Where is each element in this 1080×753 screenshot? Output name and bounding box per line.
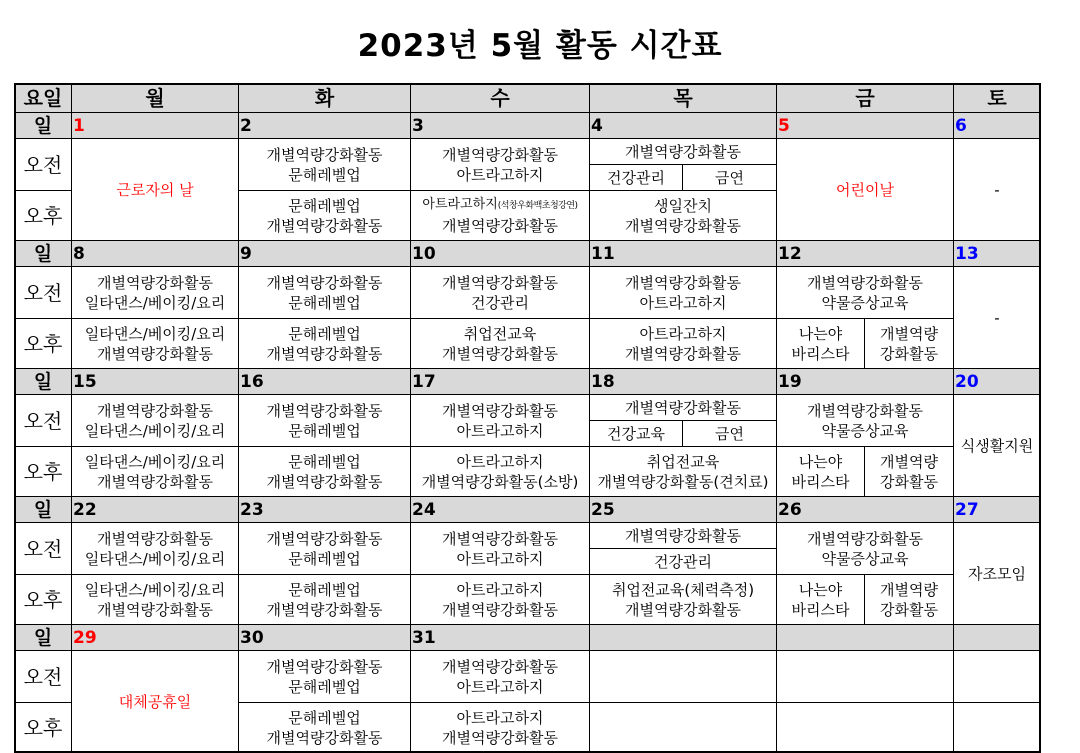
fri-pm-right-line: 강화활동 [880,344,938,363]
thu-am-line: 개별역량강화활동 [625,273,741,292]
fri-am-line: 개별역량강화활동 [807,529,923,548]
fri-am [776,522,954,575]
am-label: 오전 [14,266,72,319]
wed-pm [410,702,590,753]
mon-pm [71,446,239,497]
wed-am [410,522,590,575]
tue-pm-line: 문해레벨업 [288,324,361,343]
wed-am-line: 개별역량강화활동 [442,529,558,548]
wed-am-line: 아트라고하지 [456,549,544,568]
fri-pm-left [776,318,865,369]
wed-pm-line: 개별역량강화활동 [442,600,558,619]
date-cell: 16 [238,368,411,395]
sat-full-day-line: - [994,308,1000,327]
thu-pm-line: 취업전교육 [646,452,720,471]
fri-am-line: 약물증상교육 [821,293,909,312]
tue-pm [238,190,411,241]
mon-pm-line: 일타댄스/베이킹/요리 [84,580,226,599]
day-label: 일 [14,368,72,395]
wed-pm-line: 아트라고하지 [456,452,544,471]
date-cell: 19 [776,368,954,395]
fri-am [776,394,954,447]
mon-am-line: 개별역량강화활동 [97,529,213,548]
mon-pm [71,318,239,369]
sat-full-day [953,394,1041,497]
date-cell: 1 [71,112,239,139]
fri-am-line: 약물증상교육 [821,549,909,568]
fri-pm-left [776,574,865,625]
mon-full-day [71,650,239,753]
schedule-table [14,83,1040,747]
wed-pm-line: (석창우화백초청강연) [497,201,578,211]
am-label: 오전 [14,394,72,447]
wed-pm [410,318,590,369]
date-cell: 2 [238,112,411,139]
day-label: 일 [14,112,72,139]
header-day: 수 [410,83,590,113]
wed-pm-line: 아트라고하지 [456,580,544,599]
thu-am-top: 개별역량강화활동 [589,394,777,421]
date-cell [776,624,954,651]
tue-pm [238,318,411,369]
thu-pm-line: 아트라고하지 [639,324,727,343]
thu-pm-line: 개별역량강화활동 [625,600,741,619]
wed-pm [410,446,590,497]
tue-pm [238,702,411,753]
wed-pm-line: 개별역량강화활동 [442,344,558,363]
thu-pm-line: 개별역량강화활동(견치료) [597,472,769,491]
tue-pm-line: 문해레벨업 [288,452,361,471]
wed-pm-line: 개별역량강화활동 [442,728,558,747]
tue-am [238,266,411,319]
date-cell: 5 [776,112,954,139]
date-cell: 13 [953,240,1041,267]
thu-am-bottom: 건강관리 [589,548,777,575]
fri-pm-left-line: 바리스타 [791,472,850,491]
mon-pm [71,574,239,625]
fri-full-day [776,138,954,241]
tue-pm-line: 개별역량강화활동 [266,216,383,235]
tue-am-line: 개별역량강화활동 [266,273,383,292]
fri-pm-left-line: 바리스타 [791,344,850,363]
thu-am-right: 금연 [682,420,777,447]
thu-pm [589,318,777,369]
date-cell: 29 [71,624,239,651]
date-cell: 30 [238,624,411,651]
fri-am [776,650,954,703]
date-cell: 11 [589,240,777,267]
wed-am [410,266,590,319]
fri-pm [776,702,954,753]
tue-am [238,650,411,703]
wed-pm-line: 개별역량강화활동 [442,217,558,235]
mon-am-line: 개별역량강화활동 [97,273,213,292]
tue-am [238,522,411,575]
fri-am-line: 개별역량강화활동 [807,273,923,292]
pm-label: 오후 [14,702,72,753]
wed-am [410,650,590,703]
tue-pm-line: 문해레벨업 [288,196,361,215]
fri-full-day-line: 어린이날 [836,180,894,199]
date-cell: 31 [410,624,590,651]
header-day: 금 [776,83,954,113]
thu-am-left: 건강관리 [589,164,683,191]
mon-am-line: 개별역량강화활동 [97,401,213,420]
header-day: 월 [71,83,239,113]
date-cell [589,624,777,651]
fri-pm-left-line: 나는야 [798,580,843,599]
date-cell: 18 [589,368,777,395]
thu-pm-line: 개별역량강화활동 [625,344,741,363]
mon-am-line: 일타댄스/베이킹/요리 [84,549,226,568]
thu-am-right: 금연 [682,164,777,191]
wed-pm [410,190,590,241]
mon-pm-line: 개별역량강화활동 [97,600,213,619]
tue-am-line: 문해레벨업 [288,421,361,440]
thu-am [589,266,777,319]
tue-pm-line: 개별역량강화활동 [266,600,383,619]
date-cell: 25 [589,496,777,523]
thu-am [589,650,777,703]
page-title: 2023년 5월 활동 시간표 [357,28,723,64]
tue-am-line: 개별역량강화활동 [266,529,383,548]
fri-am [776,266,954,319]
date-cell: 23 [238,496,411,523]
sat-full-day-line: 식생활지원 [960,436,1034,455]
wed-am-line: 아트라고하지 [456,421,544,440]
header-day: 화 [238,83,411,113]
wed-am-line: 아트라고하지 [456,677,544,696]
wed-am-line: 아트라고하지 [456,165,544,184]
wed-am [410,394,590,447]
date-cell: 20 [953,368,1041,395]
wed-am-line: 개별역량강화활동 [442,145,558,164]
am-label: 오전 [14,522,72,575]
tue-am-line: 문해레벨업 [288,165,361,184]
tue-pm [238,574,411,625]
thu-am-top: 개별역량강화활동 [589,522,777,549]
fri-pm-right-line: 개별역량 [880,324,938,343]
date-cell [953,624,1041,651]
tue-am [238,394,411,447]
mon-am [71,522,239,575]
sat-full-day-line: 자조모임 [968,564,1026,583]
date-cell: 12 [776,240,954,267]
fri-pm-right [864,318,954,369]
tue-pm-line: 문해레벨업 [288,580,361,599]
pm-label: 오후 [14,190,72,241]
tue-pm [238,446,411,497]
thu-pm-line: 취업전교육(체력측정) [611,580,755,599]
tue-am-line: 문해레벨업 [288,677,361,696]
mon-pm-line: 일타댄스/베이킹/요리 [84,324,226,343]
date-cell: 3 [410,112,590,139]
fri-pm-left-line: 나는야 [798,324,843,343]
date-cell: 9 [238,240,411,267]
mon-am [71,266,239,319]
date-cell: 26 [776,496,954,523]
wed-am-line: 개별역량강화활동 [442,401,558,420]
wed-pm-line: 아트라고하지 [422,197,498,212]
mon-full-day-line: 대체공휴일 [118,692,192,711]
mon-am [71,394,239,447]
fri-pm-right [864,446,954,497]
tue-am-line: 문해레벨업 [288,293,361,312]
tue-am-line: 문해레벨업 [288,549,361,568]
header-day: 토 [953,83,1041,113]
tue-pm-line: 개별역량강화활동 [266,728,383,747]
thu-am-top: 개별역량강화활동 [589,138,777,165]
wed-am-line: 개별역량강화활동 [442,657,558,676]
am-label: 오전 [14,650,72,703]
fri-pm-right-line: 개별역량 [880,452,938,471]
mon-pm-line: 일타댄스/베이킹/요리 [84,452,226,471]
sat-am [953,650,1041,703]
mon-am-line: 일타댄스/베이킹/요리 [84,293,226,312]
mon-am-line: 일타댄스/베이킹/요리 [84,421,226,440]
sat-full-day-line: - [994,180,1000,199]
wed-pm-line-combined [422,195,577,216]
tue-pm-line: 개별역량강화활동 [266,472,383,491]
fri-pm-right-line: 개별역량 [880,580,938,599]
fri-pm-left-line: 나는야 [798,452,843,471]
tue-am [238,138,411,191]
thu-pm-line: 생일잔치 [654,196,712,215]
date-cell: 24 [410,496,590,523]
thu-am-line: 아트라고하지 [639,293,727,312]
sat-pm [953,702,1041,753]
date-cell: 4 [589,112,777,139]
day-label: 일 [14,240,72,267]
pm-label: 오후 [14,446,72,497]
date-cell: 6 [953,112,1041,139]
sat-full-day [953,522,1041,625]
header-day: 목 [589,83,777,113]
date-cell: 8 [71,240,239,267]
wed-pm-line: 취업전교육 [463,324,537,343]
date-cell: 17 [410,368,590,395]
fri-am-line: 약물증상교육 [821,421,909,440]
mon-full-day [71,138,239,241]
day-label: 일 [14,624,72,651]
thu-pm [589,574,777,625]
thu-pm [589,702,777,753]
tue-pm-line: 개별역량강화활동 [266,344,383,363]
date-cell: 10 [410,240,590,267]
wed-am-line: 개별역량강화활동 [442,273,558,292]
header-corner: 요일 [14,83,72,113]
wed-am-line: 건강관리 [471,293,529,312]
mon-full-day-line: 근로자의 날 [116,180,194,199]
fri-am-line: 개별역량강화활동 [807,401,923,420]
pm-label: 오후 [14,574,72,625]
fri-pm-right-line: 강화활동 [880,600,938,619]
date-cell: 15 [71,368,239,395]
tue-am-line: 개별역량강화활동 [266,657,383,676]
thu-pm-line: 개별역량강화활동 [625,216,741,235]
thu-pm [589,446,777,497]
tue-am-line: 개별역량강화활동 [266,401,383,420]
wed-pm-line: 개별역량강화활동(소방) [421,472,579,491]
tue-am-line: 개별역량강화활동 [266,145,383,164]
fri-pm-right [864,574,954,625]
sat-full-day [953,266,1041,369]
am-label: 오전 [14,138,72,191]
wed-am [410,138,590,191]
mon-pm-line: 개별역량강화활동 [97,344,213,363]
thu-pm [589,190,777,241]
fri-pm-right-line: 강화활동 [880,472,938,491]
thu-am-left: 건강교육 [589,420,683,447]
wed-pm [410,574,590,625]
mon-pm-line: 개별역량강화활동 [97,472,213,491]
day-label: 일 [14,496,72,523]
sat-full-day [953,138,1041,241]
pm-label: 오후 [14,318,72,369]
fri-pm-left-line: 바리스타 [791,600,850,619]
wed-pm-line: 아트라고하지 [456,708,544,727]
date-cell: 27 [953,496,1041,523]
tue-pm-line: 문해레벨업 [288,708,361,727]
date-cell: 22 [71,496,239,523]
fri-pm-left [776,446,865,497]
